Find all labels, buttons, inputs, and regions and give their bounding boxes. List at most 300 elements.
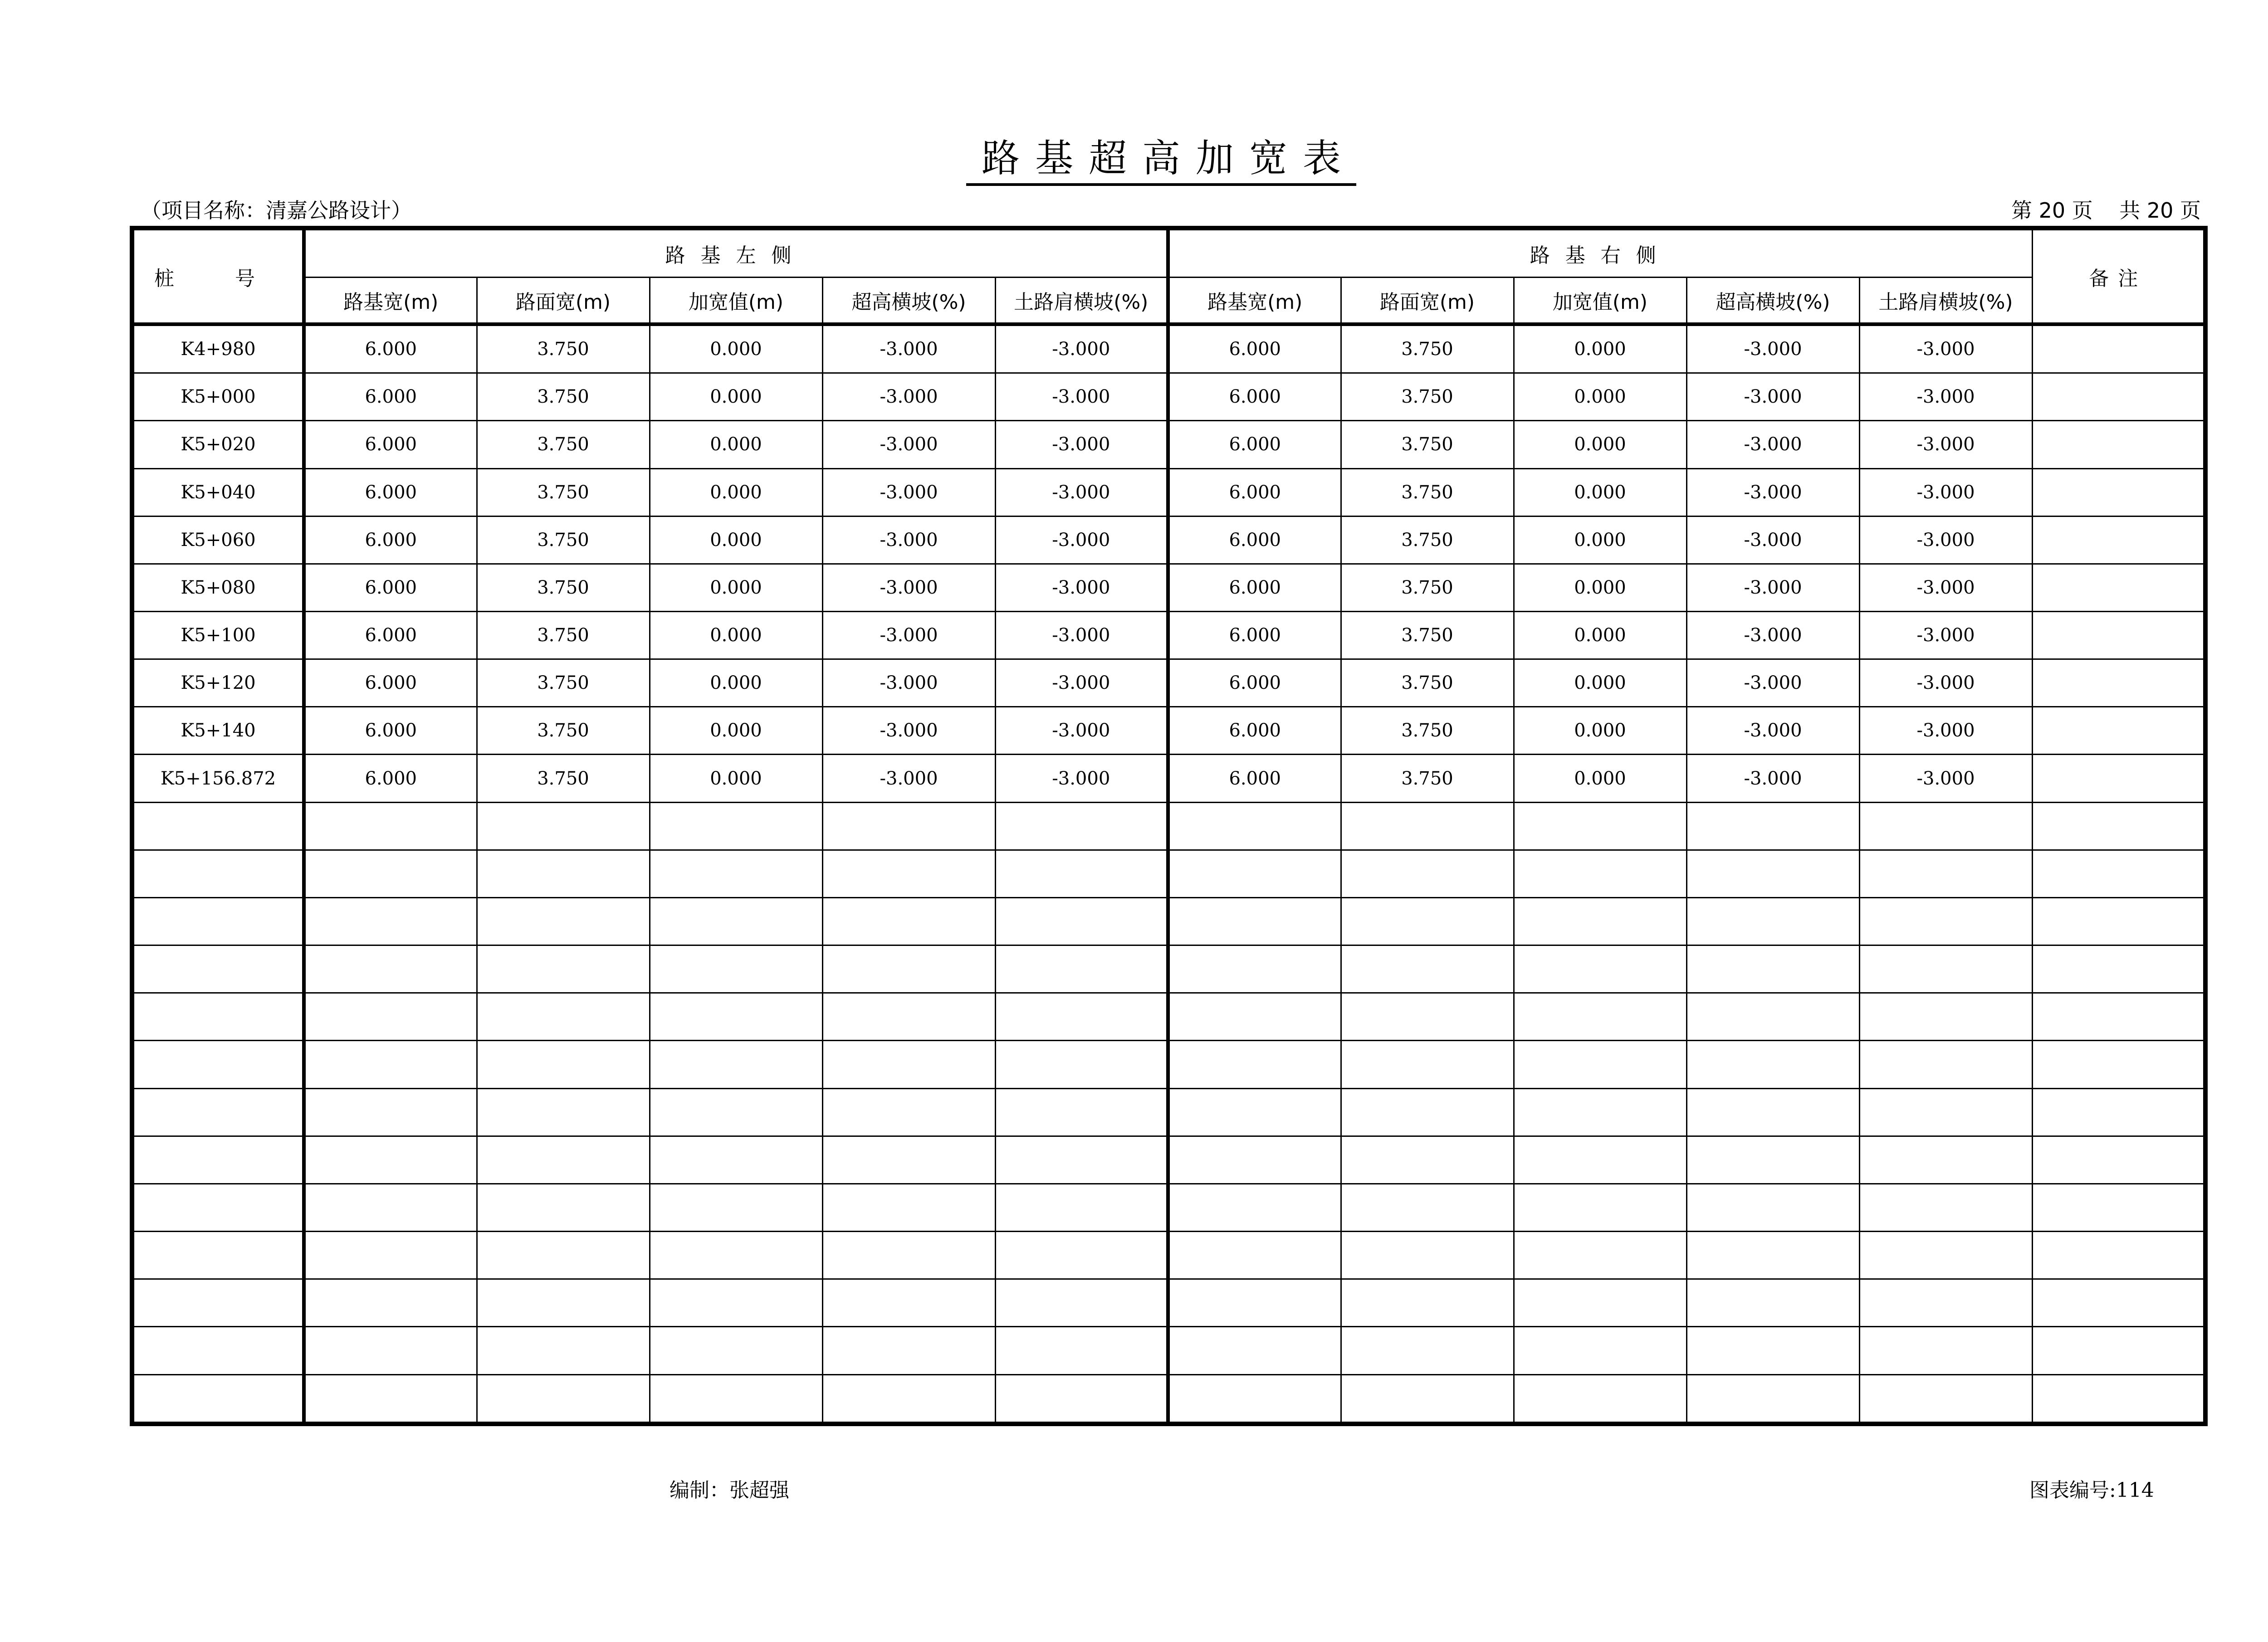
table-row [132,1088,2205,1136]
value-cell [1859,1232,2032,1279]
remark-cell [2032,468,2205,516]
value-cell [1341,1327,1514,1374]
header-left-group: 路基左侧 [304,228,1168,278]
value-cell: 3.750 [477,373,650,421]
header-left-col: 路面宽(m) [477,278,650,325]
value-cell [995,802,1168,850]
value-cell [1341,1232,1514,1279]
table-row [132,1232,2205,1279]
value-cell: 6.000 [1168,755,1341,802]
value-cell [1514,1279,1686,1327]
value-cell [1168,1088,1341,1136]
value-cell: -3.000 [1859,324,2032,373]
superelevation-widening-table [130,226,2208,1426]
value-cell [304,1327,477,1374]
value-cell: 0.000 [1514,564,1686,611]
value-cell [650,1279,822,1327]
value-cell [304,1088,477,1136]
value-cell [1168,1327,1341,1374]
value-cell: -3.000 [1859,564,2032,611]
value-cell [822,1232,995,1279]
value-cell [1341,1184,1514,1231]
value-cell [1168,850,1341,897]
remark-cell [2032,564,2205,611]
value-cell: -3.000 [1686,373,1859,421]
value-cell: -3.000 [995,324,1168,373]
remark-cell [2032,612,2205,659]
value-cell [1341,1279,1514,1327]
value-cell: 6.000 [1168,707,1341,755]
value-cell: -3.000 [1859,755,2032,802]
remark-cell [2032,516,2205,564]
value-cell: 3.750 [477,659,650,707]
value-cell [1168,1374,1341,1424]
value-cell [822,993,995,1041]
table-row [132,324,2205,373]
stake-cell [132,1232,304,1279]
value-cell: 6.000 [304,373,477,421]
value-cell [477,1041,650,1088]
value-cell: 3.750 [477,468,650,516]
value-cell [1859,897,2032,945]
value-cell [477,850,650,897]
value-cell [1686,1279,1859,1327]
value-cell [1341,850,1514,897]
value-cell [1514,1088,1686,1136]
value-cell: -3.000 [1859,373,2032,421]
value-cell [1514,850,1686,897]
value-cell [1514,1327,1686,1374]
value-cell [650,1041,822,1088]
value-cell: 3.750 [1341,707,1514,755]
value-cell: -3.000 [995,659,1168,707]
value-cell [995,1327,1168,1374]
value-cell: -3.000 [822,612,995,659]
value-cell: 0.000 [650,564,822,611]
value-cell: 0.000 [1514,755,1686,802]
remark-cell [2032,659,2205,707]
value-cell: -3.000 [822,468,995,516]
value-cell [822,802,995,850]
value-cell [1514,1374,1686,1424]
header-row-groups [132,228,2205,278]
document-title-text: 路基超高加宽表 [966,136,1356,186]
value-cell: 3.750 [1341,755,1514,802]
header-right-group: 路基右侧 [1168,228,2032,278]
remark-cell [2032,707,2205,755]
stake-cell [132,993,304,1041]
remark-cell [2032,1279,2205,1327]
value-cell: 0.000 [1514,468,1686,516]
table-row [132,516,2205,564]
value-cell: -3.000 [1859,468,2032,516]
value-cell: 3.750 [477,612,650,659]
value-cell [995,1374,1168,1424]
value-cell [650,1136,822,1184]
value-cell [477,1327,650,1374]
value-cell [1341,1041,1514,1088]
value-cell [1686,945,1859,993]
value-cell: 0.000 [650,755,822,802]
value-cell: -3.000 [995,564,1168,611]
value-cell [650,1232,822,1279]
value-cell [1686,1041,1859,1088]
value-cell [995,897,1168,945]
value-cell [1859,1136,2032,1184]
stake-cell: K5+060 [132,516,304,564]
value-cell [1686,1136,1859,1184]
value-cell: 0.000 [1514,659,1686,707]
value-cell [477,1184,650,1231]
value-cell [1168,1136,1341,1184]
value-cell [1686,1327,1859,1374]
value-cell [304,1136,477,1184]
value-cell: -3.000 [1686,324,1859,373]
value-cell: 6.000 [1168,421,1341,468]
value-cell [477,1232,650,1279]
table-row [132,993,2205,1041]
header-left-col: 超高横坡(%) [822,278,995,325]
value-cell [304,802,477,850]
stake-cell: K5+140 [132,707,304,755]
value-cell: 0.000 [650,612,822,659]
value-cell: -3.000 [1859,421,2032,468]
stake-cell [132,850,304,897]
header-right-col: 加宽值(m) [1514,278,1686,325]
value-cell [1514,945,1686,993]
value-cell [822,1279,995,1327]
value-cell [1514,1136,1686,1184]
value-cell: 6.000 [1168,659,1341,707]
stake-cell [132,1374,304,1424]
remark-cell [2032,1374,2205,1424]
value-cell: 6.000 [1168,324,1341,373]
table-row [132,468,2205,516]
value-cell: 3.750 [1341,468,1514,516]
table-row [132,1136,2205,1184]
remark-cell [2032,897,2205,945]
value-cell: -3.000 [1686,707,1859,755]
table-row [132,945,2205,993]
value-cell [995,850,1168,897]
value-cell: -3.000 [1686,755,1859,802]
value-cell [1859,1327,2032,1374]
stake-cell: K5+020 [132,421,304,468]
stake-cell [132,1327,304,1374]
value-cell: -3.000 [822,659,995,707]
stake-cell [132,1279,304,1327]
header-left-col: 路基宽(m) [304,278,477,325]
value-cell: 3.750 [477,707,650,755]
stake-cell [132,1136,304,1184]
remark-cell [2032,945,2205,993]
header-stake: 桩 号 [132,228,304,324]
remark-cell [2032,1232,2205,1279]
header-right-col: 超高横坡(%) [1686,278,1859,325]
value-cell [822,1088,995,1136]
value-cell: -3.000 [995,707,1168,755]
value-cell: -3.000 [995,612,1168,659]
value-cell: 0.000 [1514,421,1686,468]
value-cell: 3.750 [1341,373,1514,421]
value-cell [1686,897,1859,945]
value-cell: -3.000 [995,516,1168,564]
table-row [132,659,2205,707]
value-cell [1514,993,1686,1041]
remark-cell [2032,1184,2205,1231]
value-cell [1341,945,1514,993]
value-cell: 3.750 [1341,612,1514,659]
stake-cell: K4+980 [132,324,304,373]
value-cell: 0.000 [650,324,822,373]
value-cell: 0.000 [650,421,822,468]
table-row [132,373,2205,421]
table-row [132,421,2205,468]
value-cell [1341,1088,1514,1136]
value-cell [1686,802,1859,850]
value-cell: -3.000 [995,755,1168,802]
value-cell [650,1374,822,1424]
value-cell [1859,1041,2032,1088]
table-row [132,755,2205,802]
value-cell: 6.000 [304,421,477,468]
header-right-col: 路面宽(m) [1341,278,1514,325]
stake-cell [132,802,304,850]
value-cell [1341,1374,1514,1424]
header-right-col: 路基宽(m) [1168,278,1341,325]
stake-cell: K5+000 [132,373,304,421]
value-cell: -3.000 [1686,421,1859,468]
table-row [132,897,2205,945]
remark-cell [2032,324,2205,373]
value-cell [304,850,477,897]
header-row-columns [132,278,2205,325]
value-cell: 6.000 [304,755,477,802]
stake-cell [132,897,304,945]
value-cell: 3.750 [477,421,650,468]
value-cell: 3.750 [477,564,650,611]
table-row [132,707,2205,755]
stake-cell [132,1041,304,1088]
value-cell: 6.000 [304,659,477,707]
value-cell: 6.000 [304,612,477,659]
value-cell [304,1184,477,1231]
table-row [132,1327,2205,1374]
stake-cell [132,945,304,993]
value-cell: 0.000 [650,516,822,564]
value-cell [822,1136,995,1184]
value-cell [1341,1136,1514,1184]
value-cell [1859,1088,2032,1136]
stake-cell [132,1088,304,1136]
value-cell [304,1374,477,1424]
value-cell [304,993,477,1041]
table-row [132,1279,2205,1327]
value-cell: 3.750 [477,755,650,802]
value-cell [477,802,650,850]
value-cell [477,1088,650,1136]
stake-cell: K5+156.872 [132,755,304,802]
value-cell [1859,1279,2032,1327]
value-cell [477,993,650,1041]
value-cell: -3.000 [1859,659,2032,707]
value-cell [1341,993,1514,1041]
value-cell [1168,897,1341,945]
value-cell: -3.000 [1686,612,1859,659]
value-cell: -3.000 [1686,659,1859,707]
value-cell: -3.000 [995,421,1168,468]
remark-cell [2032,421,2205,468]
value-cell [1859,1184,2032,1231]
value-cell [650,993,822,1041]
value-cell [995,1041,1168,1088]
compiled-by: 编制：张超强 [670,1479,789,1502]
value-cell [1168,993,1341,1041]
remark-cell [2032,1041,2205,1088]
value-cell: -3.000 [822,324,995,373]
value-cell: 6.000 [304,707,477,755]
value-cell: 0.000 [650,373,822,421]
stake-cell: K5+040 [132,468,304,516]
value-cell: 6.000 [1168,612,1341,659]
value-cell [1168,802,1341,850]
value-cell: 3.750 [1341,564,1514,611]
value-cell [1168,1041,1341,1088]
value-cell [304,897,477,945]
table-row [132,612,2205,659]
value-cell [1686,1232,1859,1279]
stake-cell: K5+120 [132,659,304,707]
stake-cell: K5+080 [132,564,304,611]
table-row [132,1374,2205,1424]
document-title [0,128,2268,183]
value-cell [1168,1232,1341,1279]
value-cell [304,1232,477,1279]
value-cell [1514,1041,1686,1088]
value-cell [304,1279,477,1327]
remark-cell [2032,755,2205,802]
table-row [132,802,2205,850]
value-cell: -3.000 [822,421,995,468]
value-cell: 3.750 [1341,516,1514,564]
value-cell [995,1279,1168,1327]
value-cell: -3.000 [822,373,995,421]
value-cell: -3.000 [822,564,995,611]
value-cell: 3.750 [1341,421,1514,468]
value-cell [1168,1184,1341,1231]
value-cell [650,1184,822,1231]
value-cell: 6.000 [304,468,477,516]
value-cell: 0.000 [650,707,822,755]
value-cell [1514,1232,1686,1279]
value-cell: 3.750 [477,516,650,564]
value-cell [822,1041,995,1088]
drawing-number: 图表编号:114 [2029,1479,2154,1502]
value-cell: 0.000 [1514,612,1686,659]
value-cell [822,945,995,993]
value-cell: 0.000 [650,468,822,516]
value-cell [822,1184,995,1231]
value-cell: -3.000 [822,755,995,802]
value-cell [650,945,822,993]
value-cell [304,945,477,993]
table-row [132,564,2205,611]
header-left-col: 土路肩横坡(%) [995,278,1168,325]
header-left-col: 加宽值(m) [650,278,822,325]
value-cell: 6.000 [1168,516,1341,564]
project-name: （项目名称：清嘉公路设计） [141,198,412,223]
page-info: 第 20 页 共 20 页 [2011,198,2201,223]
remark-cell [2032,993,2205,1041]
value-cell: 3.750 [477,324,650,373]
value-cell [1514,802,1686,850]
value-cell: 3.750 [1341,659,1514,707]
value-cell [995,1136,1168,1184]
value-cell: 0.000 [1514,516,1686,564]
value-cell: 6.000 [1168,373,1341,421]
stake-cell: K5+100 [132,612,304,659]
value-cell [477,897,650,945]
value-cell: -3.000 [1686,564,1859,611]
value-cell [1514,897,1686,945]
value-cell [1341,897,1514,945]
value-cell [1859,1374,2032,1424]
value-cell [650,1327,822,1374]
stake-cell [132,1184,304,1231]
header-right-col: 土路肩横坡(%) [1859,278,2032,325]
value-cell [822,897,995,945]
value-cell [1686,1184,1859,1231]
value-cell: -3.000 [1859,612,2032,659]
value-cell: -3.000 [822,516,995,564]
value-cell: -3.000 [1686,468,1859,516]
value-cell [1859,850,2032,897]
value-cell [1341,802,1514,850]
remark-cell [2032,373,2205,421]
value-cell: -3.000 [1859,707,2032,755]
value-cell [477,1279,650,1327]
value-cell [1859,993,2032,1041]
value-cell [995,1088,1168,1136]
value-cell [650,850,822,897]
remark-cell [2032,1327,2205,1374]
value-cell [1168,945,1341,993]
value-cell: -3.000 [995,373,1168,421]
value-cell [822,850,995,897]
value-cell [1168,1279,1341,1327]
value-cell: -3.000 [1686,516,1859,564]
value-cell [995,1184,1168,1231]
remark-cell [2032,802,2205,850]
value-cell [995,993,1168,1041]
value-cell: 6.000 [304,324,477,373]
remark-cell [2032,1088,2205,1136]
value-cell: 6.000 [1168,468,1341,516]
value-cell [1859,802,2032,850]
value-cell [822,1327,995,1374]
value-cell: 0.000 [650,659,822,707]
value-cell [1686,993,1859,1041]
value-cell [1686,1088,1859,1136]
value-cell [1686,1374,1859,1424]
value-cell [477,1136,650,1184]
value-cell: 6.000 [304,564,477,611]
value-cell: -3.000 [995,468,1168,516]
table-row [132,850,2205,897]
table-row [132,1184,2205,1231]
header-remark: 备注 [2032,228,2205,324]
value-cell: 0.000 [1514,373,1686,421]
